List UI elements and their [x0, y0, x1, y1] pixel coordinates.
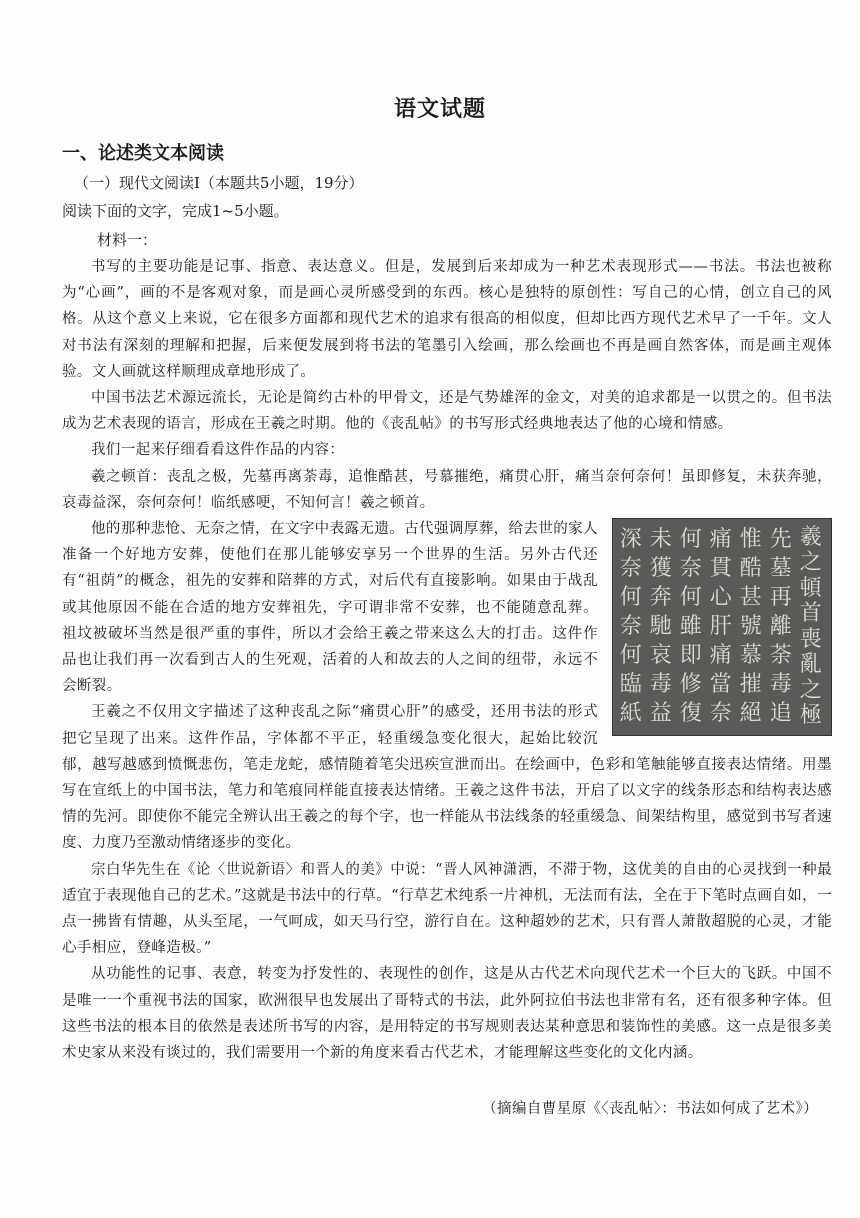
paragraph-8: 从功能性的记事、表意，转变为抒发性的、表现性的创作，这是从古代艺术向现代艺术一个巨大的飞跃。中国不是唯一一个重视书法的国家，欧洲很早也发展出了哥特式的书法，此外阿拉伯书法也非常有名，还有很多种字体。但这些书法的根本目的依然是表述所书写的内容，是用特定的书写规则表达某种意思和装饰性的美感。这一点是很多美术史家从来没有谈过的，我们需要用一个新的角度来看古代艺术，才能理解这些变化的文化内涵。 [62, 966, 832, 1062]
passage-body [62, 254, 832, 1066]
paragraph-2: 中国书法艺术源远流长，无论是简约古朴的甲骨文，还是气势雄浑的金文，对美的追求都是一以贯之的。但书法成为艺术表现的语言，形成在王羲之时期。他的《丧乱帖》的书写形式经典地表达了他的心境和情感。 [62, 390, 832, 433]
calligraphy-column: 羲 之 頓 首 喪 亂 之 極 [799, 524, 823, 729]
paragraph-3: 我们一起来仔细看看这件作品的内容： [91, 442, 345, 459]
calligraphy-column: 惟 酷 甚 號 慕 摧 絕 [739, 526, 763, 727]
paragraph-4-letter: 羲之顿首：丧乱之极，先墓再离荼毒，追惟酷甚，号慕摧绝，痛贯心肝，痛当奈何奈何！虽即修复，未获奔驰，哀毒益深，奈何奈何！临纸感哽，不知何言！羲之顿首。 [62, 468, 832, 511]
calligraphy-column: 何 奈 何 雖 即 修 復 [679, 526, 703, 727]
paragraph-5: 他的那种悲怆、无奈之情，在文字中表露无遗。古代强调厚葬，给去世的家人准备一个好地方安葬，使他们在那儿能够安享另一个世界的生活。另外古代还有“祖荫”的概念，祖先的安葬和陪葬的方式，对后代有直接影响。如果由于战乱或其他原因不能在合适的地方安葬祖先，字可谓非常不安葬，也不能随意乱葬。祖坟被破坏当然是很严重的事件，所以才会给王羲之带来这么大的打击。这件作品也让我们再一次看到古人的生死观，活着的人和故去的人之间的纽带，永远不会断裂。 [62, 521, 598, 695]
paragraph-6: 王羲之不仅用文字描述了这种丧乱之际“痛贯心肝”的感受，还用书法的形式把它呈现了出来。这件作品，字体都不平正，轻重缓急变化很大，起始比较沉郁，越写越感到愤慨悲伤，笔走龙蛇，感情随着笔尖迅疾宣泄而出。在绘画中，色彩和笔触能够直接表达情绪。用墨写在宣纸上的中国书法，笔力和笔痕同样能直接表达情绪。王羲之这件书法，开启了以文字的线条形态和结构表达感情的先河。即使你不能完全辨认出王羲之的每个字，也一样能从书法线条的轻重缓急、间架结构里，感觉到书写者速度、力度乃至激动情绪逐步的变化。 [62, 704, 832, 852]
subsection-heading: （一）现代文阅读Ⅰ（本题共5小题，19分） [74, 174, 364, 192]
calligraphy-column: 痛 貫 心 肝 痛 當 奈 [709, 526, 733, 727]
calligraphy-column: 深 奈 何 奈 何 臨 紙 [619, 526, 643, 727]
paragraph-1: 书写的主要功能是记事、指意、表达意义。但是，发展到后来却成为一种艺术表现形式——书法。书法也被称为“心画”，画的不是客观对象，而是画心灵所感受到的东西。核心是独特的原创性：写自己的心情，创立自己的风格。从这个意义上来说，它在很多方面都和现代艺术的追求有很高的相似度，但却比西方现代艺术早了一千年。文人对书法有深刻的理解和把握，后来便发展到将书法的笔墨引入绘画，那么绘画也不再是画自然客体，而是画主观体验。文人画就这样顺理成章地形成了。 [62, 259, 832, 380]
paragraph-7: 宗白华先生在《论〈世说新语〉和晋人的美》中说：“晋人风神潇洒，不滞于物，这优美的自由的心灵找到一种最适宜于表现他自己的艺术。”这就是书法中的行草。“行草艺术纯系一片神机，无法而有法，全在于下笔时点画自如，一点一拂皆有情趣，从头至尾，一气呵成，如天马行空，游行自在。这种超妙的艺术，只有晋人萧散超脱的心灵，才能心手相应，登峰造极。” [62, 861, 832, 957]
source-citation: （摘编自曹星原《〈丧乱帖〉：书法如何成了艺术》） [482, 1101, 818, 1117]
calligraphy-image [612, 518, 832, 736]
material-label: 材料一： [97, 231, 158, 249]
calligraphy-column: 未 獲 奔 馳 哀 毒 益 [649, 526, 673, 727]
page-title: 语文试题 [393, 96, 486, 122]
section-heading: 一、论述类文本阅读 [62, 143, 224, 164]
instruction-text: 阅读下面的文字，完成1~5小题。 [62, 202, 289, 220]
calligraphy-column: 先 墓 再 離 荼 毒 追 [769, 526, 793, 727]
